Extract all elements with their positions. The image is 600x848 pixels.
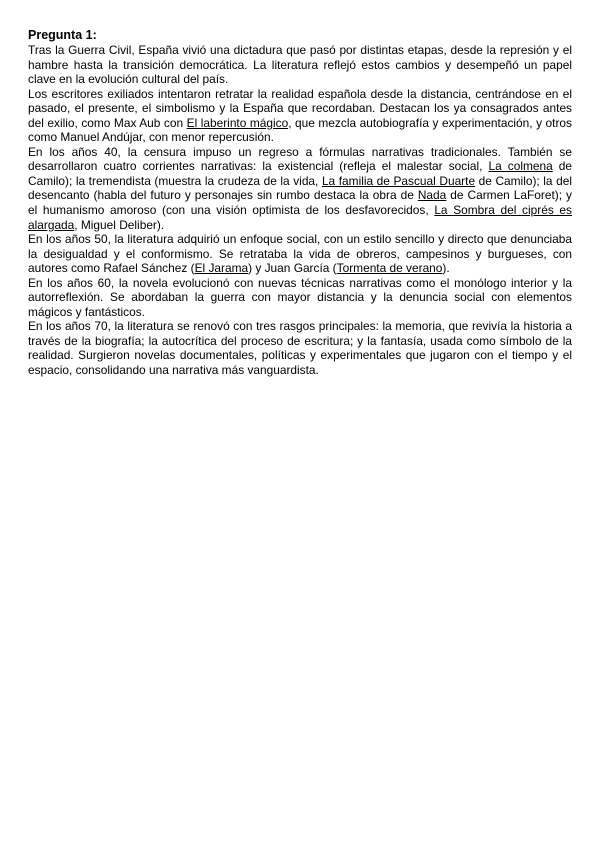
fifties-text-3: ).	[442, 261, 450, 276]
fifties-text-1: En los años 50, la literatura adquirió un enfoque social, con un estilo sencillo y directo que denunciaba la desigualdad y el conformismo. Se retrataba la vida de obreros, campesinos y burgueses, con autores como Rafael Sánchez (	[28, 232, 572, 276]
paragraph-intro	[28, 43, 572, 87]
sixties-text: En los años 60, la novela evolucionó con nuevas técnicas narrativas como el monólogo interior y la autorreflexión. Se abordaban la guerra con mayor distancia y la denuncia social con elementos mágicos y fantásticos.	[28, 275, 572, 319]
question-heading: Pregunta 1:	[28, 28, 97, 42]
forties-text-4: de Carmen LaForet); y el humanismo amoroso (con una visión optimista de los desfavorecidos,	[28, 188, 572, 218]
work-title-sombra-del-cipres: La Sombra del ciprés es alargada	[28, 203, 572, 232]
document-page	[28, 28, 572, 378]
work-title-nada: Nada	[417, 188, 447, 203]
paragraph-exile	[28, 87, 572, 145]
forties-text-1: En los años 40, la censura impuso un regreso a fórmulas narrativas tradicionales. También se desarrollaron cuatro corrientes narrativas: la existencial (refleja el malestar social,	[28, 144, 572, 174]
paragraph-40s	[28, 145, 572, 232]
work-title-la-colmena: La colmena	[488, 159, 553, 174]
paragraph-60s	[28, 276, 572, 320]
work-title-laberinto-magico: El laberinto mágico,	[186, 115, 292, 130]
forties-text-3: de Camilo); la del desencanto (habla del futuro y personajes sin rumbo destaca la obra de	[28, 173, 572, 203]
exile-text-start: Los escritores exiliados intentaron retratar la realidad española desde la distancia, centrándose en el pasado, el presente, el simbolismo y la España que recordaban. Destacan los ya consagrados antes del exilio, como Max Aub con	[28, 86, 572, 130]
seventies-text: En los años 70, la literatura se renovó con tres rasgos principales: la memoria, que revivía la historia a través de la biografía; la autocrítica del proceso de escritura; y la fantasía, usada como símbolo de la realidad. Surgieron novelas documentales, políticas y experimentales que jugaron con el tiempo y el espacio, consolidando una narrativa más vanguardista.	[28, 319, 572, 378]
forties-text-5: , Miguel Deliber).	[74, 217, 165, 232]
exile-text-end: que mezcla autobiografía y experimentación, y otros como Manuel Andújar, con menor repercusión.	[28, 115, 572, 145]
work-title-tormenta-de-verano: Tormenta de verano	[336, 261, 443, 276]
paragraph-70s	[28, 319, 572, 377]
fifties-text-2: ) y Juan García (	[248, 261, 337, 276]
paragraph-50s	[28, 232, 572, 276]
work-title-pascual-duarte: La familia de Pascual Duarte	[321, 173, 476, 188]
intro-text: Tras la Guerra Civil, España vivió una dictadura que pasó por distintas etapas, desde la represión y el hambre hasta la transición democrática. La literatura reflejó estos cambios y desempeñó un papel clave en la evolución cultural del país.	[28, 43, 572, 87]
forties-text-2: de Camilo); la tremendista (muestra la crudeza de la vida,	[28, 159, 572, 188]
work-title-el-jarama: El Jarama	[194, 261, 249, 276]
